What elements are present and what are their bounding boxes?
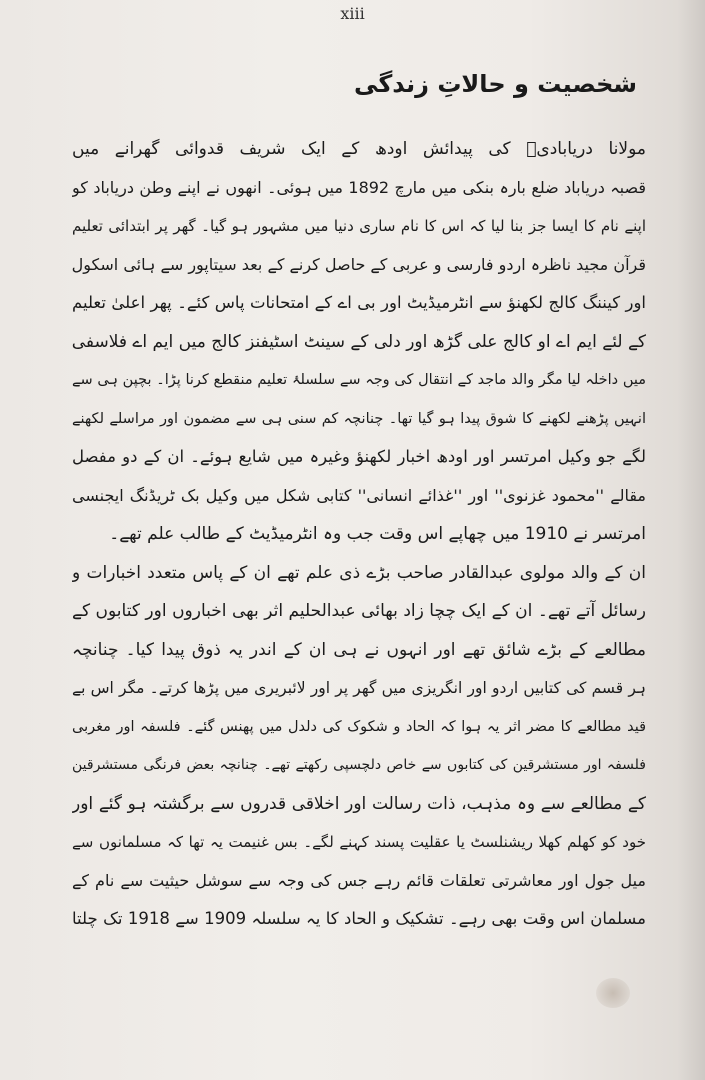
text-line: قرآن مجید ناظرہ اردو فارسی و عربی کے حاصل کرنے کے بعد سیتاپور سے ہائی اسکول — [72, 254, 646, 274]
text-line: قید مطالعے کا مضر اثر یہ ہوا کہ الحاد و شکوک کی دلدل میں پھنس گئے۔ فلسفہ اور مغربی — [72, 718, 646, 735]
text-line: میل جول اور معاشرتی تعلقات قائم رہے جس کی وجہ سے سوشل حیثیت سے نام کے — [72, 870, 646, 890]
text-line: مولانا دریابادیؒ کی پیدائش اودھ کے ایک شریف قدوائی گھرانے میں — [72, 139, 646, 159]
text-line: مقالے ''محمود غزنوی'' اور ''غذائے انسانی'' کتابی شکل میں وکیل بک ٹریڈنگ ایجنسی — [72, 485, 646, 505]
text-line: کے مطالعے سے وہ مذہب، ذات رسالت اور اخلاقی قدروں سے برگشتہ ہو گئے اور — [72, 793, 646, 814]
text-line: میں داخلہ لیا مگر والد ماجد کے انتقال کی وجہ سے سلسلۂ تعلیم منقطع کرنا پڑا۔ بچپن ہی سے — [72, 372, 646, 388]
text-line: امرتسر نے 1910 میں چھاپے اس وقت جب وہ انٹرمیڈیٹ کے طالب علم تھے۔ — [109, 524, 646, 544]
text-line: فلسفہ اور مستشرقین کی کتابوں سے خاص دلچسپی رکھتے تھے۔ چنانچہ بعض فرنگی مستشرقین — [72, 757, 646, 773]
text-line: انہیں پڑھنے لکھنے کا شوق پیدا ہو گیا تھا۔ چنانچہ کم سنی ہی سے مضمون اور مراسلے لکھنے — [72, 410, 646, 427]
text-line: خود کو کھلم کھلا ریشنلسٹ یا عقلیت پسند کہنے لگے۔ بس غنیمت یہ تھا کہ مسلمانوں سے — [72, 833, 646, 851]
text-line: قصبہ دریاباد ضلع بارہ بنکی میں مارچ 1892 میں ہوئی۔ انھوں نے اپنے وطن دریاباد کو — [72, 177, 646, 197]
page-number: xiii — [340, 4, 365, 23]
body-text — [72, 130, 646, 939]
text-line: مسلمان اس وقت بھی رہے۔ تشکیک و الحاد کا یہ سلسلہ 1909 سے 1918 تک چلتا — [72, 909, 646, 928]
text-line: لگے جو وکیل امرتسر اور اودھ اخبار لکھنؤ وغیرہ میں شایع ہوئے۔ ان کے دو مفصل — [72, 447, 646, 466]
text-line: اپنے نام کا ایسا جز بنا لیا کہ اس کا نام ساری دنیا میں مشہور ہو گیا۔ گھر پر ابتدائی تعلیم — [72, 217, 646, 235]
text-line: ہر قسم کی کتابیں اردو اور انگریزی میں گھر پر اور لائبریری میں پڑھا کرتے۔ مگر اس بے — [72, 679, 646, 697]
text-line: ان کے والد مولوی عبدالقادر صاحب بڑے ذی علم تھے ان کے پاس متعدد اخبارات و — [72, 562, 646, 583]
text-line: رسائل آتے تھے۔ ان کے ایک چچا زاد بھائی عبدالحلیم اثر بھی اخباروں اور کتابوں کے — [72, 601, 646, 621]
text-line: مطالعے کے بڑے شائق تھے اور انہوں نے ہی ان کے اندر یہ ذوق پیدا کیا۔ چنانچہ — [72, 639, 646, 660]
paper-stain — [596, 978, 630, 1008]
chapter-heading: شخصیت و حالاتِ زندگی — [354, 70, 637, 98]
text-line: کے لئے ایم اے او کالج علی گڑھ اور دلی کے سینٹ اسٹیفنز کالج میں ایم اے فلاسفی — [72, 331, 646, 352]
text-line: اور کیننگ کالج لکھنؤ سے انٹرمیڈیٹ اور بی اے کے امتحانات پاس کئے۔ پھر اعلیٰ تعلیم — [72, 293, 646, 312]
